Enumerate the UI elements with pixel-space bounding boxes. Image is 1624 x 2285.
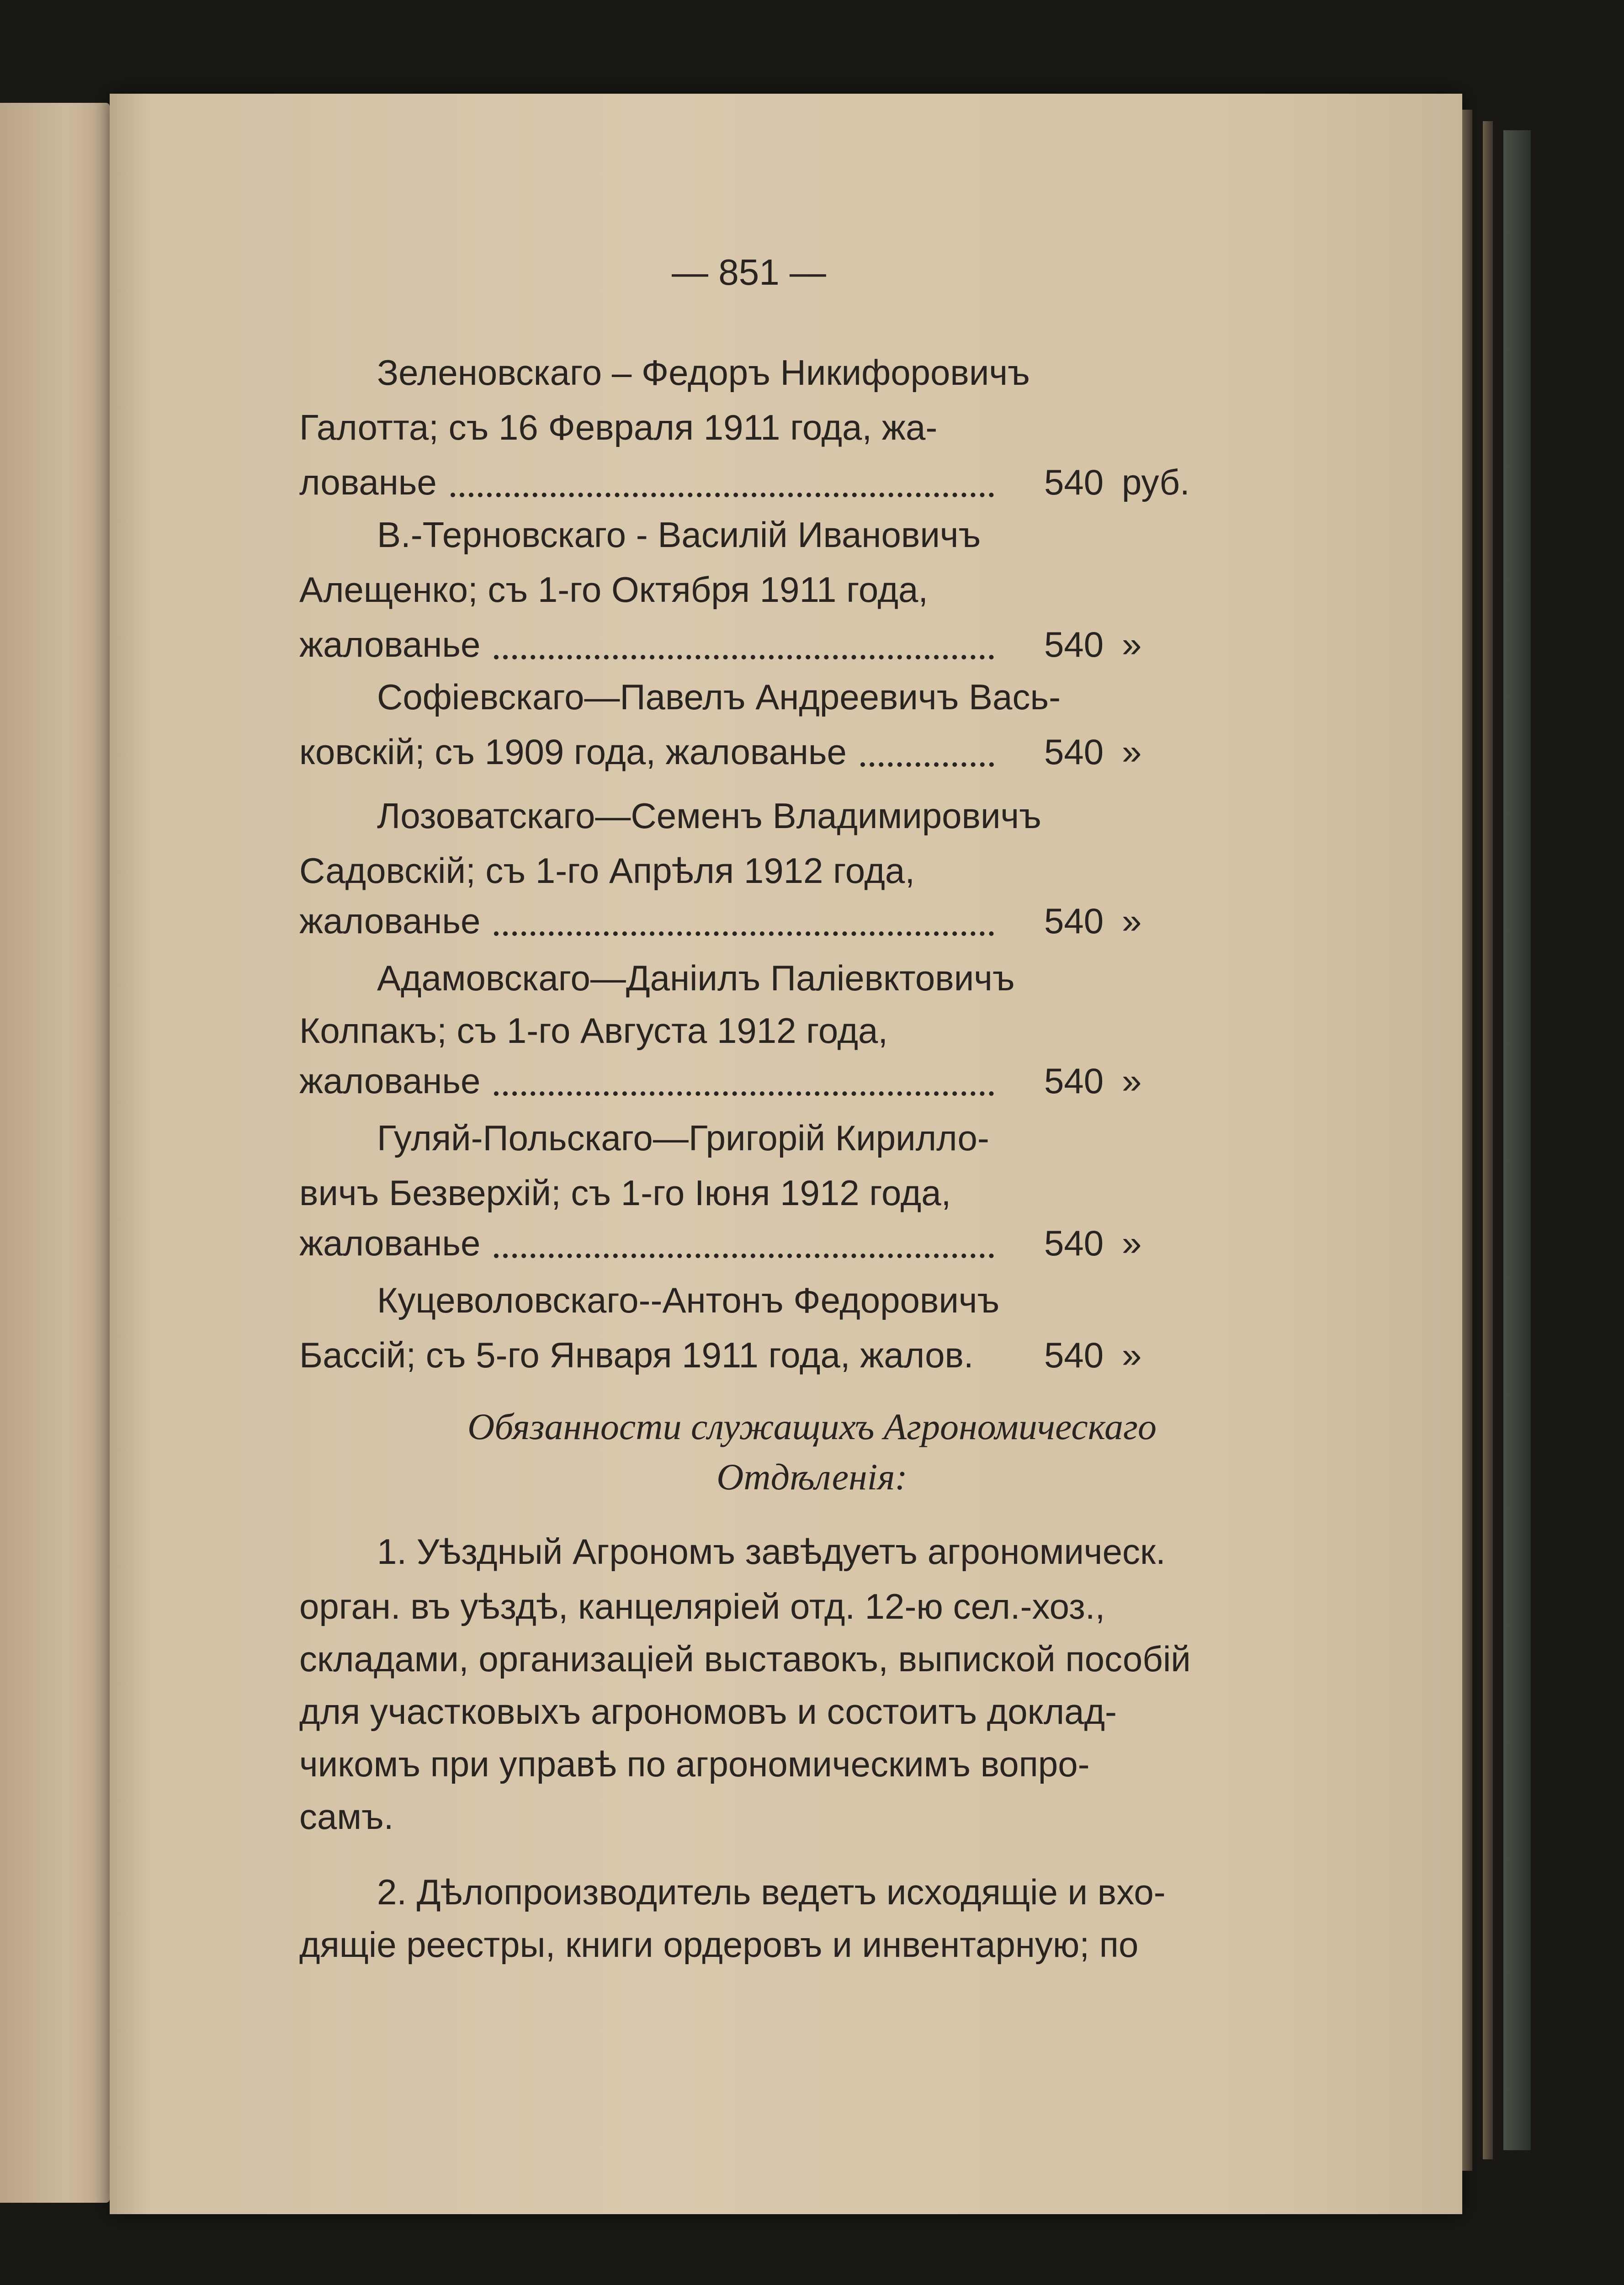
paragraph-line: для участковыхъ агрономовъ и состоитъ доклад- — [299, 1691, 1117, 1732]
paragraph-line: чикомъ при управѣ по агрономическимъ вопро- — [299, 1744, 1090, 1784]
salary-amount: 540 — [1044, 1223, 1104, 1263]
ditto-mark: » — [1122, 1335, 1142, 1375]
salary-amount: 540 — [1044, 462, 1104, 502]
entry-line: Галотта; съ 16 Февраля 1911 года, жа- — [299, 407, 938, 447]
paragraph-line: складами, организаціей выставокъ, выпиской пособій — [299, 1639, 1191, 1679]
entry-line: В.-Терновскаго - Василій Ивановичъ — [377, 515, 981, 555]
paragraph-line: орган. въ уѣздѣ, канцеляріей отд. 12-ю сел.-хоз., — [299, 1586, 1105, 1626]
entry-line: Софіевскаго—Павелъ Андреевичъ Вась- — [377, 677, 1061, 717]
entry-line: Бассій; съ 5-го Января 1911 года, жалов. — [299, 1335, 974, 1375]
ditto-mark: » — [1122, 624, 1142, 664]
entry-line: жалованье — [299, 624, 1008, 668]
salary-amount: 540 — [1044, 1061, 1104, 1101]
salary-amount: 540 — [1044, 901, 1104, 941]
ditto-mark: » — [1122, 901, 1142, 941]
salary-amount: 540 — [1044, 1335, 1104, 1375]
entry-line: Садовскій; съ 1-го Апрѣля 1912 года, — [299, 850, 915, 891]
page-stack-edge — [1462, 110, 1472, 2171]
page-stack-edge — [1483, 121, 1493, 2159]
entry-line: Куцеволовскаго--Антонъ Федоровичъ — [377, 1280, 1000, 1320]
entry-line: Зеленовскаго – Федоръ Никифоровичъ — [377, 352, 1030, 393]
entry-line: Лозоватскаго—Семенъ Владимировичъ — [377, 796, 1041, 836]
ditto-mark: » — [1122, 1223, 1142, 1263]
entry-line: лованье — [299, 462, 1008, 505]
entry-line: вичъ Безверхій; съ 1-го Іюня 1912 года, — [299, 1173, 951, 1213]
entry-line: жалованье — [299, 1060, 1008, 1104]
ditto-mark: » — [1122, 1061, 1142, 1101]
entry-line: Адамовскаго—Даніилъ Паліевктовичъ — [377, 958, 1015, 998]
book-cover-edge — [1503, 130, 1531, 2150]
entry-line: жалованье — [299, 1222, 1008, 1266]
entry-line: Гуляй-Польскаго—Григорій Кирилло- — [377, 1118, 989, 1158]
salary-amount: 540 — [1044, 624, 1104, 664]
paragraph-line: дящіе реестры, книги ордеровъ и инвентарную; по — [299, 1924, 1139, 1965]
entry-line: жалованье — [299, 900, 1008, 944]
paragraph-line: 1. Уѣздный Агрономъ завѣдуетъ агрономическ. — [377, 1531, 1166, 1572]
paragraph-line: 2. Дѣлопроизводитель ведетъ исходящіе и вхо- — [377, 1872, 1166, 1912]
section-heading: Обязанности служащихъ Агрономическаго — [467, 1406, 1157, 1447]
salary-amount: 540 — [1044, 732, 1104, 772]
currency-label: руб. — [1122, 462, 1190, 502]
left-page-edge — [0, 103, 110, 2203]
paragraph-line: самъ. — [299, 1796, 394, 1837]
section-heading: Отдѣленія: — [716, 1456, 908, 1498]
entry-line: Алещенко; съ 1-го Октября 1911 года, — [299, 569, 929, 610]
entry-line: ковскій; съ 1909 года, жалованье — [299, 731, 1008, 775]
page-number: — 851 — — [672, 252, 826, 292]
ditto-mark: » — [1122, 732, 1142, 772]
entry-line: Колпакъ; съ 1-го Августа 1912 года, — [299, 1010, 888, 1051]
